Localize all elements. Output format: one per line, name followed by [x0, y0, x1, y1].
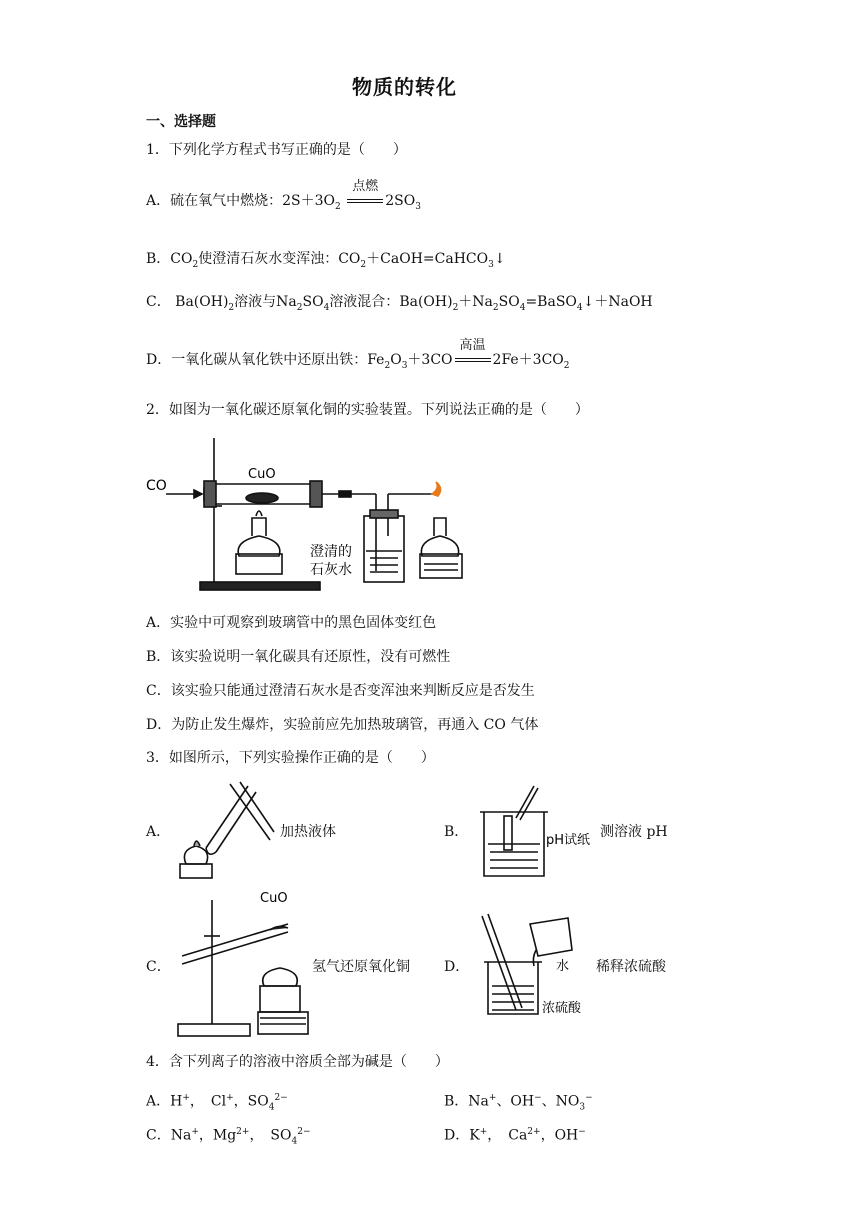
ph-test-figure [476, 782, 600, 880]
co-reduction-apparatus-figure [144, 436, 474, 594]
q2-option-c: C．该实验只能通过澄清石灰水是否变浑浊来判断反应是否发生 [146, 683, 535, 699]
q3-stem: 3．如图所示，下列实验操作正确的是（ ） [146, 750, 435, 766]
q3-b-letter: B． [444, 824, 469, 840]
q1-option-a: A．硫在氧气中燃烧：$2S+3O_2$ 点燃 $2SO_3$ [146, 179, 421, 212]
acid-label: 浓硫酸 [542, 1001, 582, 1016]
q3-d-text: 稀释浓硫酸 [596, 959, 666, 975]
q2-stem: 2．如图为一氧化碳还原氧化铜的实验装置。下列说法正确的是（ ） [146, 402, 589, 418]
q2-option-a: A．实验中可观察到玻璃管中的黑色固体变红色 [146, 615, 437, 631]
hydrogen-reduction-figure [170, 886, 315, 1040]
page-title: 物质的转化 [352, 75, 457, 99]
q3-c-letter: C． [146, 959, 171, 975]
ph-paper-label: pH试纸 [546, 833, 591, 848]
q3-a-text: 加热液体 [280, 824, 336, 840]
q3-c-text: 氢气还原氧化铜 [312, 959, 410, 975]
q4-option-b: B．Na+、OH−、$NO_3^-$ [444, 1093, 593, 1113]
q3-b-text: 测溶液 pH [600, 824, 668, 840]
cuo-label-c: CuO [260, 891, 288, 906]
q2-option-b: B．该实验说明一氧化碳具有还原性，没有可燃性 [146, 649, 451, 665]
q2-option-d: D．为防止发生爆炸，实验前应先加热玻璃管，再通入 CO 气体 [146, 717, 539, 733]
dilute-acid-figure [474, 910, 598, 1020]
section-heading: 一、选择题 [146, 114, 216, 130]
q1-stem: 1．下列化学方程式书写正确的是（ ） [146, 142, 407, 158]
q3-a-letter: A． [146, 824, 171, 840]
q4-option-d: D．K+， $Ca^{2+}$，OH− [444, 1127, 586, 1144]
q1-option-c: C． $Ba(OH)_2$溶液与$Na_2SO_4$溶液混合：$Ba(OH)_2+Na_2SO_4=BaSO_4↓+NaOH$ [146, 294, 653, 313]
q4-option-c: C．Na+，$Mg^{2+}$， $SO_4^{2-}$ [146, 1127, 311, 1147]
water-label: 水 [556, 959, 570, 974]
q3-d-letter: D． [444, 959, 470, 975]
q4-option-a: A．H+， Cl+，$SO_4^{2-}$ [146, 1093, 288, 1113]
limewater-label-1: 澄清的 [310, 544, 352, 560]
limewater-label-2: 石灰水 [310, 562, 352, 578]
q1-option-b: B．$CO_2$使澄清石灰水变浑浊：$CO_2+CaOH=CaHCO_3↓$ [146, 251, 506, 270]
q1-option-d: D．一氧化碳从氧化铁中还原出铁：$Fe_2O_3+3CO$ 高温 $2Fe+3CO_2$ [146, 338, 570, 371]
co-label: CO [146, 478, 167, 494]
cuo-label: CuO [248, 467, 276, 482]
heating-liquid-figure [170, 778, 280, 886]
q4-stem: 4．含下列离子的溶液中溶质全部为碱是（ ） [146, 1054, 449, 1070]
